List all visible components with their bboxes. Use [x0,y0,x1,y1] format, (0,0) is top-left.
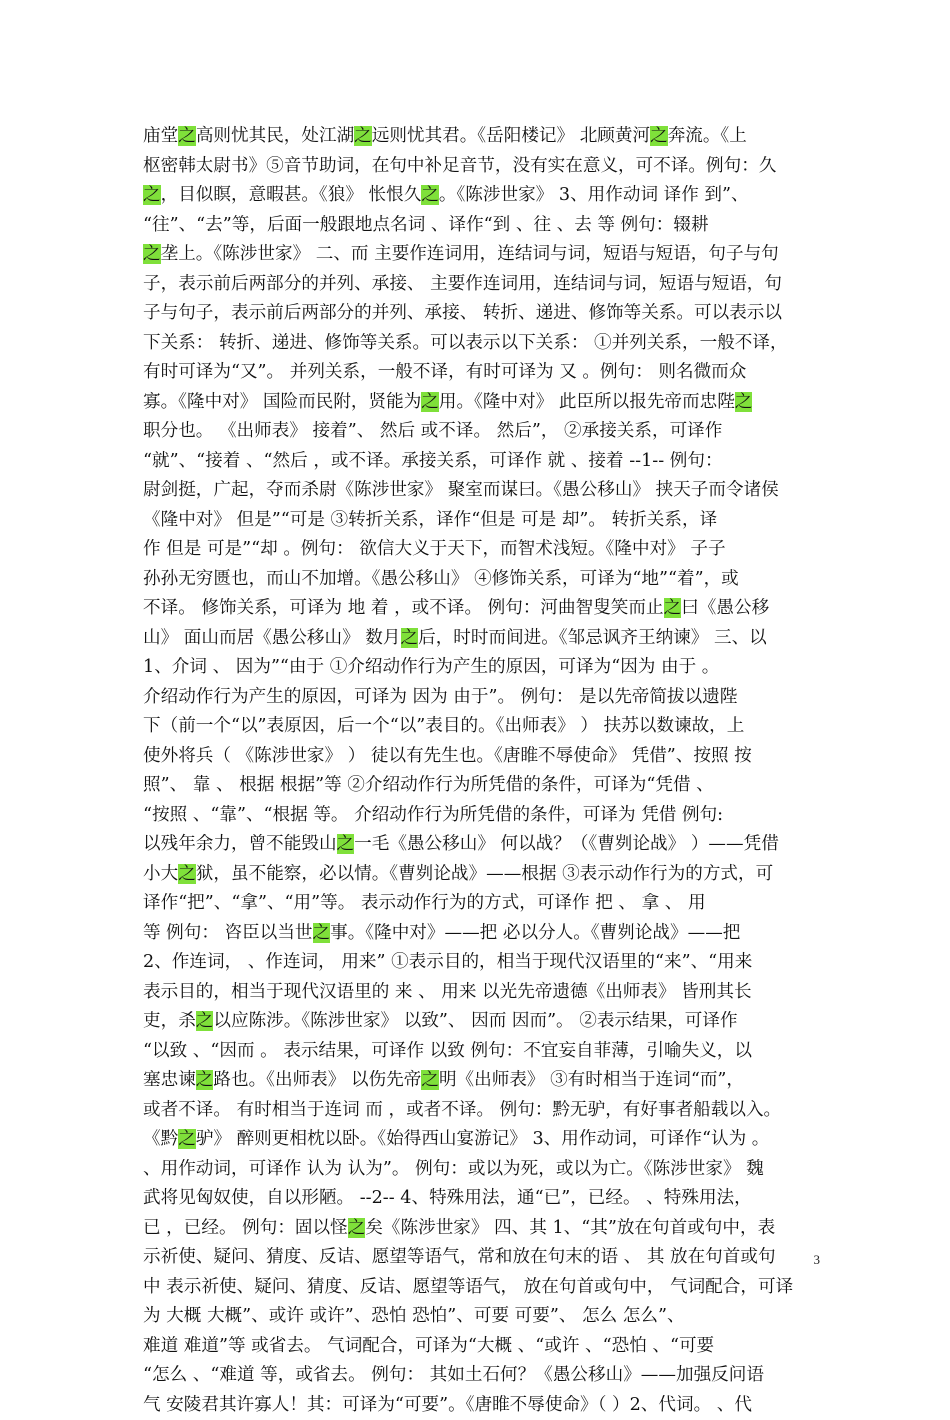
text-line: 不译。 修饰关系，可译为 地 着 ，或不译。 例句：河曲智叟笑而止之曰《愚公移 [143,594,815,624]
text-line: 照”、 靠 、 根据 根据”等 ②介绍动作行为所凭借的条件，可译为“凭借 、 [143,771,815,801]
highlighted-char: 之 [664,598,682,618]
text-line: 等 例句： 咨臣以当世之事。《隆中对》——把 必以分人。《曹刿论战》——把 [143,919,815,949]
text-line: “按照 、“靠”、“根据 等。 介绍动作行为所凭借的条件，可译为 凭借 例句: [143,801,815,831]
text-line: 寡。《隆中对》 国险而民附，贤能为之用。《隆中对》 此臣所以报先帝而忠陛之 [143,388,815,418]
text-line: 塞忠谏之路也。《出师表》 以伤先帝之明《出师表》 ③有时相当于连词“而”， [143,1066,815,1096]
text-line: “往”、“去”等，后面一般跟地点名词 、译作“到 、往 、去 等 例句：辍耕 [143,211,815,241]
text-line: 难道 难道”等 或省去。 气词配合，可译为“大概 、“或许 、“恐怕 、“可要 [143,1332,815,1362]
text-line: “怎么 、“难道 等，或省去。 例句： 其如土石何？《愚公移山》——加强反问语 [143,1361,815,1391]
text-line: 2、作连词， 、作连词， 用来” ①表示目的，相当于现代汉语里的“来”、“用来 [143,948,815,978]
highlighted-char: 之 [348,1218,366,1238]
text-line: 子，表示前后两部分的并列、承接、 主要作连词用，连结词与词，短语与短语，句 [143,270,815,300]
text-line: 职分也。 《出师表》 接着”、 然后 或不译。 然后”， ②承接关系，可译作 [143,417,815,447]
text-line: 示祈使、疑问、猜度、反诘、愿望等语气，常和放在句末的语 、 其 放在句首或句 [143,1243,815,1273]
text-line: 气 安陵君其许寡人！其：可译为“可要”。《唐睢不辱使命》（ ）2、代词。 、代 [143,1391,815,1420]
text-line: 尉剑挺，广起，夺而杀尉《陈涉世家》 聚室而谋曰。《愚公移山》 挟天子而令诸侯 [143,476,815,506]
highlighted-char: 之 [421,392,439,412]
highlighted-char: 之 [178,126,196,146]
text-line: 之，目似瞑，意暇甚。《狼》 怅恨久之。《陈涉世家》 3、用作动词 译作 到”、 [143,181,815,211]
text-line: 小大之狱，虽不能察，必以情。《曹刿论战》——根据 ③表示动作行为的方式，可 [143,860,815,890]
highlighted-char: 之 [178,864,196,884]
text-line: 作 但是 可是”“却 。例句： 欲信大义于天下，而智术浅短。《隆中对》 子子 [143,535,815,565]
highlighted-char: 之 [196,1011,214,1031]
text-line: 已 ，已经。 例句：固以怪之矣《陈涉世家》 四、其 1、“其”放在句首或句中，表 [143,1214,815,1244]
text-line: 1、介词 、 因为”“由于 ①介绍动作行为产生的原因，可译为“因为 由于 。 [143,653,815,683]
text-line: 以残年余力，曾不能毁山之一毛《愚公移山》 何以战？（《曹刿论战》 ）——凭借 [143,830,815,860]
highlighted-char: 之 [143,185,161,205]
text-line: “就”、“接着 、“然后 ，或不译。承接关系，可译作 就 、接着 --1-- 例句： [143,447,815,477]
text-line: “以致 、“因而 。 表示结果，可译作 以致 例句：不宜妄自菲薄，引喻失义，以 [143,1037,815,1067]
text-line: 《黔之驴》 醉则更相枕以卧。《始得西山宴游记》 3、用作动词，可译作“认为 。 [143,1125,815,1155]
text-line: 使外将兵（ 《陈涉世家》 ） 徒以有先生也。《唐睢不辱使命》 凭借”、按照 按 [143,742,815,772]
highlighted-char: 之 [337,834,355,854]
highlighted-char: 之 [421,185,439,205]
highlighted-char: 之 [178,1129,196,1149]
text-line: 山》 面山而居《愚公移山》 数月之后，时时而间进。《邹忌讽齐王纳谏》 三、以 [143,624,815,654]
highlighted-char: 之 [421,1070,439,1090]
page-number: 3 [790,1252,820,1268]
highlighted-char: 之 [196,1070,214,1090]
text-line: 枢密韩太尉书》⑤音节助词，在句中补足音节，没有实在意义，可不译。例句：久 [143,152,815,182]
body-text [143,122,815,1420]
text-line: 子与句子，表示前后两部分的并列、承接、 转折、递进、修饰等关系。可以表示以 [143,299,815,329]
text-line: 中 表示祈使、疑问、猜度、反诘、愿望等语气， 放在句首或句中， 气词配合，可译 [143,1273,815,1303]
text-line: 介绍动作行为产生的原因，可译为 因为 由于”。 例句： 是以先帝简拔以遗陛 [143,683,815,713]
text-line: 之垄上。《陈涉世家》 二、而 主要作连词用，连结词与词，短语与短语，句子与句 [143,240,815,270]
highlighted-char: 之 [401,628,419,648]
highlighted-char: 之 [650,126,668,146]
text-line: 译作“把”、“拿”、“用”等。 表示动作行为的方式，可译作 把 、 拿 、 用 [143,889,815,919]
highlighted-char: 之 [313,923,331,943]
text-line: 或者不译。 有时相当于连词 而 ，或者不译。 例句：黔无驴，有好事者船载以入。 [143,1096,815,1126]
text-line: 武将见匈奴使，自以形陋。 --2-- 4、特殊用法，通“已”，已经。 、特殊用法， [143,1184,815,1214]
text-line: 吏，杀之以应陈涉。《陈涉世家》 以致”、 因而 因而”。 ②表示结果，可译作 [143,1007,815,1037]
text-line: 下关系： 转折、递进、修饰等关系。可以表示以下关系： ①并列关系，一般不译， [143,329,815,359]
text-line: 《隆中对》 但是”“可是 ③转折关系，译作“但是 可是 却”。 转折关系，译 [143,506,815,536]
text-line: 为 大概 大概”、或许 或许”、恐怕 恐怕”、可要 可要”、 怎么 怎么”、 [143,1302,815,1332]
text-line: 有时可译为“又”。 并列关系，一般不译，有时可译为 又 。例句： 则名微而众 [143,358,815,388]
highlighted-char: 之 [735,392,753,412]
text-line: 表示目的，相当于现代汉语里的 来 、 用来 以光先帝遗德《出师表》 皆刑其长 [143,978,815,1008]
text-line: 、用作动词，可译作 认为 认为”。 例句：或以为死，或以为亡。《陈涉世家》 魏 [143,1155,815,1185]
highlighted-char: 之 [143,244,161,264]
highlighted-char: 之 [354,126,372,146]
text-line: 庙堂之高则忧其民，处江湖之远则忧其君。《岳阳楼记》 北顾黄河之奔流。《上 [143,122,815,152]
text-line: 下（前一个“以”表原因，后一个“以”表目的。《出师表》 ） 扶苏以数谏故，上 [143,712,815,742]
text-line: 孙孙无穷匮也，而山不加增。《愚公移山》 ④修饰关系，可译为“地”“着”，或 [143,565,815,595]
